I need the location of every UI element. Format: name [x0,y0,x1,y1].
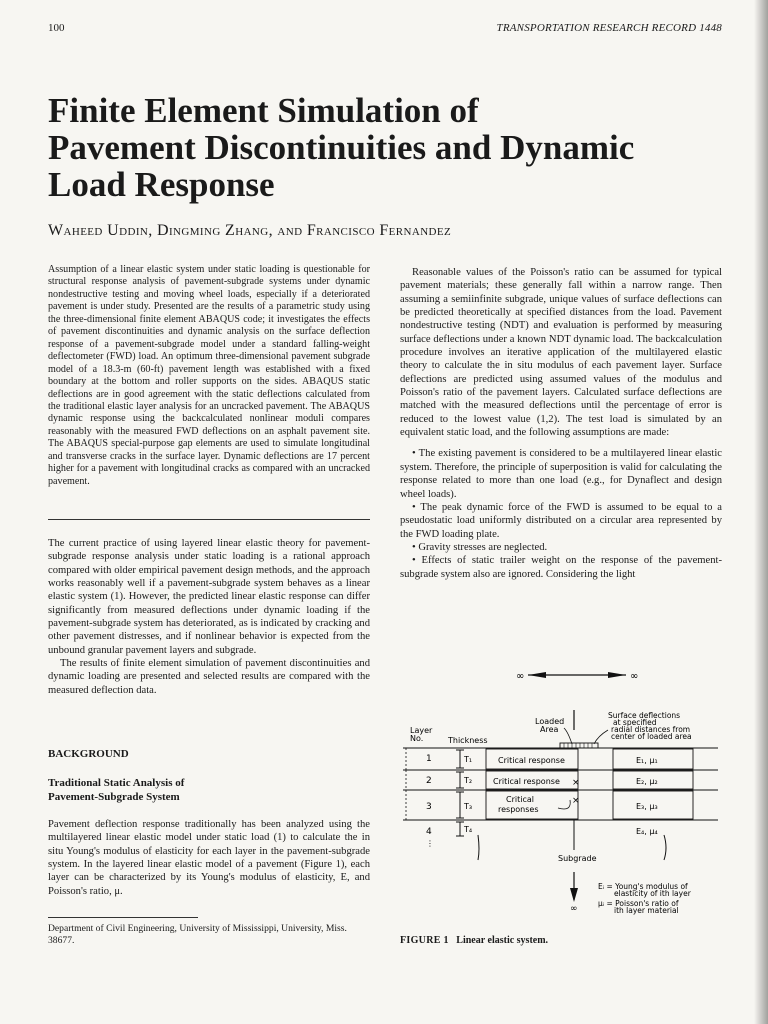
surface-deflections-label: center of loaded area [611,732,692,741]
loaded-area-pointer [564,728,572,744]
subsection-heading-line: Pavement-Subgrade System [48,791,180,803]
critical-point-marker: × [572,796,580,806]
legend-line: μᵢ = Poisson's ratio of [598,899,679,908]
surface-deflections-label: radial distances from [611,725,691,734]
depth-arrowhead [570,888,578,902]
layer-number: 1 [426,754,432,764]
figure-caption-text: Linear elastic system. [456,935,549,946]
background-body [48,818,370,898]
layer-label: Layer [410,726,433,735]
infinity-depth: ∞ [570,904,578,914]
thickness-value: T₃ [464,802,473,811]
critical-response-pointer [558,800,570,809]
legend-line: elasticity of ith layer [614,889,691,898]
subsection-heading-line: Traditional Static Analysis of [48,777,185,789]
critical-response-label: Critical [506,795,534,804]
subgrade-bracket-right [664,835,666,860]
figure-1-linear-elastic-system [398,660,728,950]
surface-deflections-label: at specified [613,718,657,727]
arrowhead-left [528,672,546,678]
thickness-value: T₁ [464,755,473,764]
arrowhead-right [608,672,626,678]
title-line: Load Response [48,165,275,204]
layer-number: 3 [426,802,432,812]
loading-plate-hatch-icon [564,743,592,748]
right-column-text [400,266,722,581]
surface-deflections-label: Surface deflections [608,711,681,720]
subsection-heading [48,776,370,804]
background-paragraph: Pavement deflection response traditionally has been analyzed using the multilayered linear elastic model under static load (1) to calculate the in situ Young's modulus of elasticity for each layer in the pavement-subgrade system. In the layered linear elastic model of a pavement (Figure 1), each layer can be characterized by its Young's modulus of elasticity, E, and Poisson's ratio, μ. [48,819,370,897]
thickness-markers [456,750,464,836]
assumption-bullet: • The existing pavement is considered to be a multilayered linear elastic system. Therefore, the principle of superposition is valid for calculating the response related to more than one load (e.g., for Dynaflect and design wheel loads). [400,448,722,500]
assumption-bullet: • The peak dynamic force of the FWD is assumed to be equal to a pseudostatic load uniformly distributed on a circular area represented by the FWD loading plate. [400,501,722,540]
infinity-right: ∞ [630,671,639,682]
thickness-value: T₂ [464,776,473,785]
title-line: Finite Element Simulation of [48,91,479,130]
layer-modulus: E₂, μ₂ [636,777,658,786]
page-edge-shadow [754,0,768,1024]
abstract [48,264,370,488]
layer-modulus: E₄, μ₄ [636,827,658,836]
subgrade-bracket-left [478,835,479,860]
legend-line: ith layer material [614,906,679,915]
assumption-bullet: • Gravity stresses are neglected. [412,541,548,553]
page-number: 100 [48,22,65,34]
introduction [48,537,370,697]
title-line: Pavement Discontinuities and Dynamic [48,128,635,167]
layer-modulus: E₁, μ₁ [636,756,658,765]
layer-number: 2 [426,776,432,786]
critical-response-label: Critical response [498,756,565,765]
critical-point-marker: × [572,778,580,788]
layer-modulus: E₃, μ₃ [636,802,658,811]
layer-number: 4 [426,827,432,837]
right-paragraph: Reasonable values of the Poisson's ratio can be assumed for typical pavement materials; these generally fall within a narrow range. Then assuming a semiinfinite subgrade, unique values of surface deflections can be predicted theoretically at specified distances from the load. Pavement nondestructive testing (NDT) and evaluation is performed by measuring surface deflections under a known NDT dynamic load. The backcalculation procedure involves an iterative application of the multilayered elastic theory to calculate the in situ modulus of each pavement layer. Surface deflections are predicted using assumed values of the modulus and Poisson's ratio of the pavement layers. Calculated surface deflections are matched with the measured deflections until the percentage of error is reduced to the lowest value (1,2). The test load is simulated by an equivalent static load, and the following assumptions are made: [400,267,722,439]
assumption-bullet: • Effects of static trailer weight on the response of the pavement-subgrade system also are ignored. Considering the light [400,555,722,580]
loaded-area-label: Loaded [535,717,565,726]
author-list: Waheed Uddin, Dingming Zhang, and Francisco Fernandez [48,222,452,239]
paragraph-spacer [400,439,722,447]
infinity-left: ∞ [516,671,525,682]
subgrade-label: Subgrade [558,854,597,863]
footnote-rule [48,917,198,918]
abstract-divider [48,519,370,520]
layer-label: No. [410,734,424,743]
legend-line: Eᵢ = Young's modulus of [598,882,688,891]
thickness-value: T₄ [464,825,473,834]
section-heading: BACKGROUND [48,748,129,760]
figure-caption [400,935,548,946]
abstract-text: Assumption of a linear elastic system under static loading is questionable for structural response analysis of pavement-subgrade systems under dynamic nondestructive testing and moving wheel loads, especially if a deteriorated pavement is under study. Presented are the results of a parametric study using the three-dimensional finite element ABAQUS code; it investigates the effects of pavement discontinuities and dynamic analysis on the surface deflection response of a pavement-subgrade model under a standard falling-weight deflectometer (FWD) load. An optimum three-dimensional pavement subgrade model of a 18.3-m (60-ft) pavement length was established with a fixed boundary at the bottom and roller supports on the sides. ABAQUS static deflections are in good agreement with the static deflections calculated from the traditional elastic layer analysis for an uncracked pavement. The ABAQUS dynamic response using the backcalculated nonlinear moduli compares reasonably with the measured FWD deflections on an asphalt pavement site. The ABAQUS special-purpose gap elements are used to simulate longitudinal and transverse cracks in the surface layer. Dynamic deflections are 17 percent higher for a pavement with longitudinal cracks as compared with an uncracked pavement. [48,264,370,487]
intro-paragraph: The current practice of using layered linear elastic theory for pavement-subgrade response analysis under static loading is a rational approach compared with older empirical pavement design methods, and the approach works reasonably well if a pavement-subgrade system behaves as a linear elastic system (1). However, the predicted linear elastic response can differ significantly from measured deflections under dynamic loading if the pavement-subgrade system has deteriorated, as is indicated by cracking and other pavement distresses, and if nonlinear behavior is expected from the unbound granular pavement layers and subgrade. [48,538,370,656]
deflection-pointer [594,730,608,744]
figure-caption-label: FIGURE 1 [400,935,449,946]
critical-response-label: responses [498,805,539,814]
critical-response-label: Critical response [493,777,560,786]
intro-paragraph: The results of finite element simulation of pavement discontinuities and dynamic loading are presented and selected results are compared with the measured deflection data. [48,658,370,696]
layer-continuation-dots: ⋮ [426,839,434,848]
thickness-label: Thickness [448,736,488,745]
author-affiliation-footnote: Department of Civil Engineering, University of Mississippi, University, Miss. 38677. [48,923,347,946]
paper-title [48,92,728,203]
loaded-area-label: Area [540,725,559,734]
journal-running-head: TRANSPORTATION RESEARCH RECORD 1448 [496,22,722,34]
